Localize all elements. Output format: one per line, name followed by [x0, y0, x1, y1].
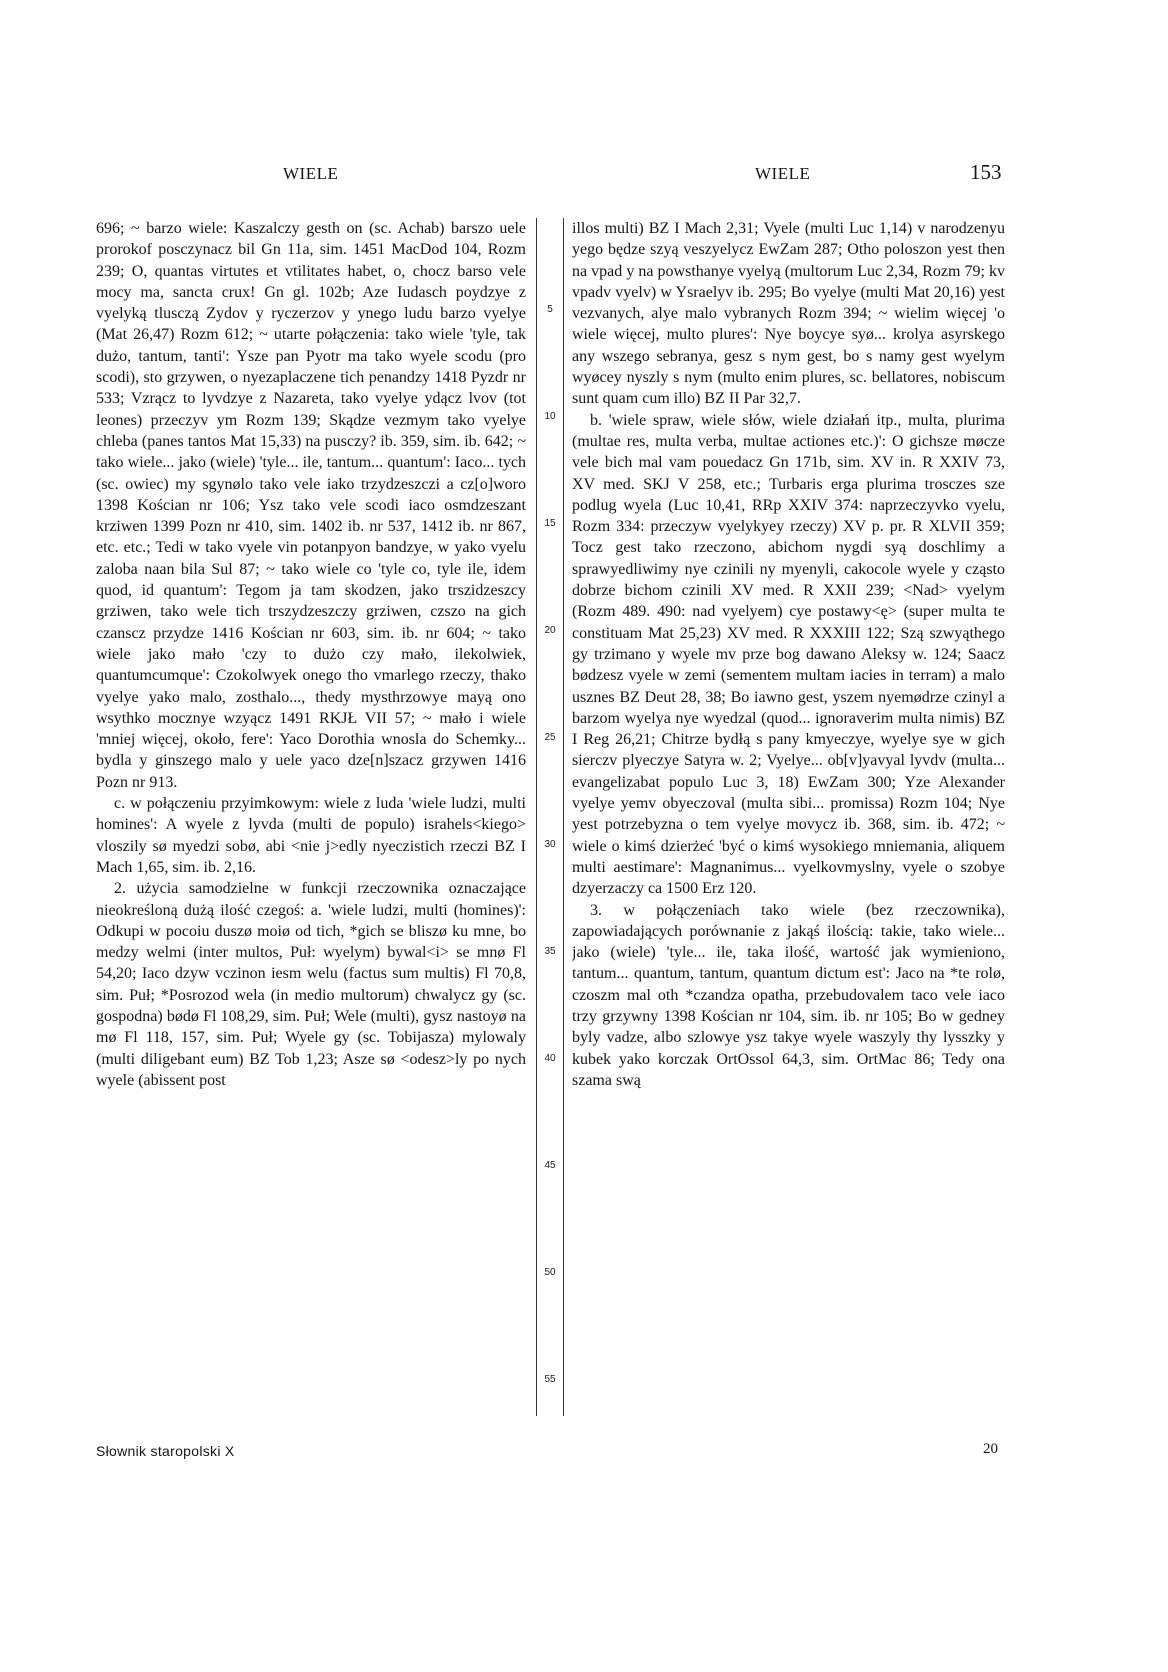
page-number: 153 — [970, 160, 1002, 184]
line-number: 5 — [547, 304, 553, 315]
entry-paragraph: 696; ~ barzo wiele: Kaszalczy gesth on (sc. Achab) barszo uele prorokof posczynacz bil Gn 11a, sim. 1451 MacDod 104, Rozm 239; O, quantas virtutes et vtilitates habet, o, chocz barso vele mocy ma, sancta crux! Gn gl. 102b; Aze Iudasch poydzye z vyelyką tlusczą Zydov y ryczerzov y ynego ludu barzo vyelye (Mat 26,47) Rozm 612; ~ utarte połączenia: tako wiele 'tyle, tak dużo, tantum, tanti': Ysze pan Pyotr ma tako wyele scodu (pro scodi), sto grzywen, o nyezaplaczene tich penandzy 1418 Pyzdr nr 533; Vzrącz to lyvdzye z Nazareta, tako vyelye ydącz lvov (tot leones) przeczyv ym Rozm 139; Skądze vezmym tako vyelye chleba (panes tantos Mat 15,33) na pusczy? ib. 359, sim. ib. 642; ~ tako wiele... jako (wiele) 'tyle... ile, tantum... quantum': Iaco... tych (sc. owiec) my sgynølo tako vele iako trzydzeszczi a cz[o]woro 1398 Kościan nr 106; Ysz tako vele scodi iaco osmdzeszant krziwen 1399 Pozn nr 410, sim. 1402 ib. nr 537, 1412 ib. nr 867, etc. etc.; Tedi w tako vyele vin potanpyon bandzye, w yako vyelu zaloba naan bila Sul 87; ~ tako wiele co 'tyle co, tyle ile, idem quod, id quantum': Tegom ja tam skodzen, jako trszidzeszcy grziwen, tako wele tich trszydzeszczy grziwen, czszo na gich czanscz przydze 1416 Kościan nr 603, sim. ib. nr 604; ~ tako wiele jako mało 'czy to dużo czy mało, ilekolwiek, quantumcumque': Czokolwyek onego tho vmarlego rzeczy, thako vyelye yako malo, zosthalo..., thedy mysthrzowye mayą ono wsythko mocznye wzyącz 1491 RKJŁ VII 57; ~ mało i wiele 'mniej więcej, około, fere': Yaco Dorothia wnosla do Schemky... bydla y ginszego malo y uele yaco dze[n]szacz grzywen 1416 Pozn nr 913. — [96, 220, 526, 791]
line-number: 35 — [544, 946, 556, 957]
entry-paragraph: 2. użycia samodzielne w funkcji rzeczownika oznaczające nieokreśloną dużą ilość czegoś: a. 'wiele ludzi, multi (homines)': Odkupi w pocoiu duszø moiø od tich, *gich se bliszø ku mne, bo medzy welmi (inter multos, Puł: wyelym) bywal<i> se mnø Fl 54,20; Iaco dzyw vczinon iesm welu (factus sum multis) Fl 70,8, sim. Puł; *Posrozod wela (in medio multorum) chwalycz gy (sc. gospodna) bødø Fl 108,29, sim. Puł; Wele (multi), gysz nastoyø na mø Fl 118, 157, sim. Puł; Wyele gy (sc. Tobijasza) mylowaly (multi diligebant eum) BZ Tob 1,23; Asze sø <odesz>ly po nych wyele (abissent post — [96, 880, 526, 1089]
entry-paragraph: illos multi) BZ I Mach 2,31; Vyele (multi Luc 1,14) v narodzenyu yego będze szyą veszyelycz EwZam 287; Otho poloszon yest then na vpad y na powsthanye vyelyą (multorum Luc 2,34, Rozm 79; kv vpadv vyelv) w Ysraelyv ib. 295; Bo vyelye (multi Mat 20,16) yest vezvanych, alye malo vybranych Rozm 394; ~ wielim więcej 'o wiele więcej, multo plures': Nye boycye syø... krolya asyrskego any wszego sebranya, gesz s nym gest, bo s namy gest wyelym wyøcey nyszly s nym (multo enim plures, sc. bellatores, nobiscum sunt quam cum illo) BZ II Par 32,7. — [572, 220, 1005, 408]
line-number: 20 — [544, 625, 556, 636]
line-number: 55 — [544, 1374, 556, 1385]
line-number: 45 — [544, 1160, 556, 1171]
sheet-number: 20 — [983, 1441, 998, 1457]
line-number: 15 — [544, 518, 556, 529]
entry-paragraph: 3. w połączeniach tako wiele (bez rzeczownika), zapowiadających porównanie z jakąś ilością: takie, tako wiele... jako (wiele) 'tyle... ile, taka ilość, wartość jak wymieniono, tantum... quantum, tantum, quantum dictum est': Jaco na *te rolø, czoszm mal oth *czandza opatha, przebudovalem taco vele iaco trzy grzywny 1398 Kościan nr 104, sim. ib. nr 105; Bo w gedney byly vadze, albo szlowye ysz takye wyele waszyly thy lysszky y kubek yako korczak OrtOssol 64,3, sim. OrtMac 86; Tedy ona szama swą — [572, 901, 1005, 1089]
signature-mark: Słownik staropolski X — [96, 1443, 235, 1459]
entry-paragraph: b. 'wiele spraw, wiele słów, wiele działań itp., multa, plurima (multae res, multa verba, multae actiones etc.)': O gichsze møcze vele bich mal vam pouedacz Gn 171b, sim. XV in. R XXIV 73, XV med. SKJ V 258, etc.; Turbaris erga plurima trosczes sze podlug wyela (Luc 10,41, RRp XXIV 374: naprzeczyvko vyelu, Rozm 334: przeczyw vyelykyey rzeczy) XV p. pr. R XLVII 359; Tocz gest tako rzeczono, abichom nygdi syą doschlimy a sprawyedliwimy nye czinili ny myenyli, cakocole wyele y cząsto dobrze bichom czinili XV med. R XXII 239; <Nad> vyelym (Rozm 489. 490: nad vyelyem) cye postawy<ę> (super multa te constituam Mat 25,23) XV med. R XXXIII 122; Szą szwyąthego gy trzimano y wyele mv prze bog dawano Aleksy w. 124; Saacz bødzesz vyele w zemi (sementem multam iacies in terram) a malo usznes BZ Deut 28, 38; Bo iawno gest, yszem nyemødrze czinyl a barzom wyelya nye wyedzal (quod... ignoraverim multa nimis) BZ I Reg 26,21; Chitrze bydłą s pany kmyeczye, wyelye sye w gich sierczv plyeczye Satyra w. 2; Vyelye... ob[v]yavyal lyvdv (multa... evangelizabat populo Luc 3, 18) EwZam 300; Yze Alexander vyelye yemv obyeczoval (multa sibi... promissa) Rozm 104; Nye yest potrzebyzna o tem vyelye movycz ib. 368, sim. ib. 472; ~ wiele o kimś dzierżeć 'być o kimś wysokiego mniemania, aliquem multi aestimare': Magnanimus... vyelkovmyslny, vyele o szobye dzyerzaczy ca 1500 Erz 120. — [572, 411, 1005, 898]
line-number: 40 — [544, 1053, 556, 1064]
right-column — [572, 218, 1005, 1403]
line-number: 30 — [544, 839, 556, 850]
line-number: 50 — [544, 1267, 556, 1278]
entry-paragraph: c. w połączeniu przyimkowym: wiele z luda 'wiele ludzi, multi homines': A wyele z lyvda (multi de populo) israhels<kiego> vloszily sø myedzi sobø, abi <nie j>edly nyeczistich rzeczi BZ I Mach 1,65, sim. ib. 2,16. — [96, 795, 526, 876]
line-number-gutter — [537, 218, 563, 1416]
column-divider-right — [563, 218, 564, 1416]
running-header-right: WIELE — [755, 164, 811, 183]
line-number: 10 — [544, 411, 556, 422]
line-number: 25 — [544, 732, 556, 743]
running-header-left: WIELE — [283, 164, 339, 183]
left-column — [96, 218, 526, 1403]
